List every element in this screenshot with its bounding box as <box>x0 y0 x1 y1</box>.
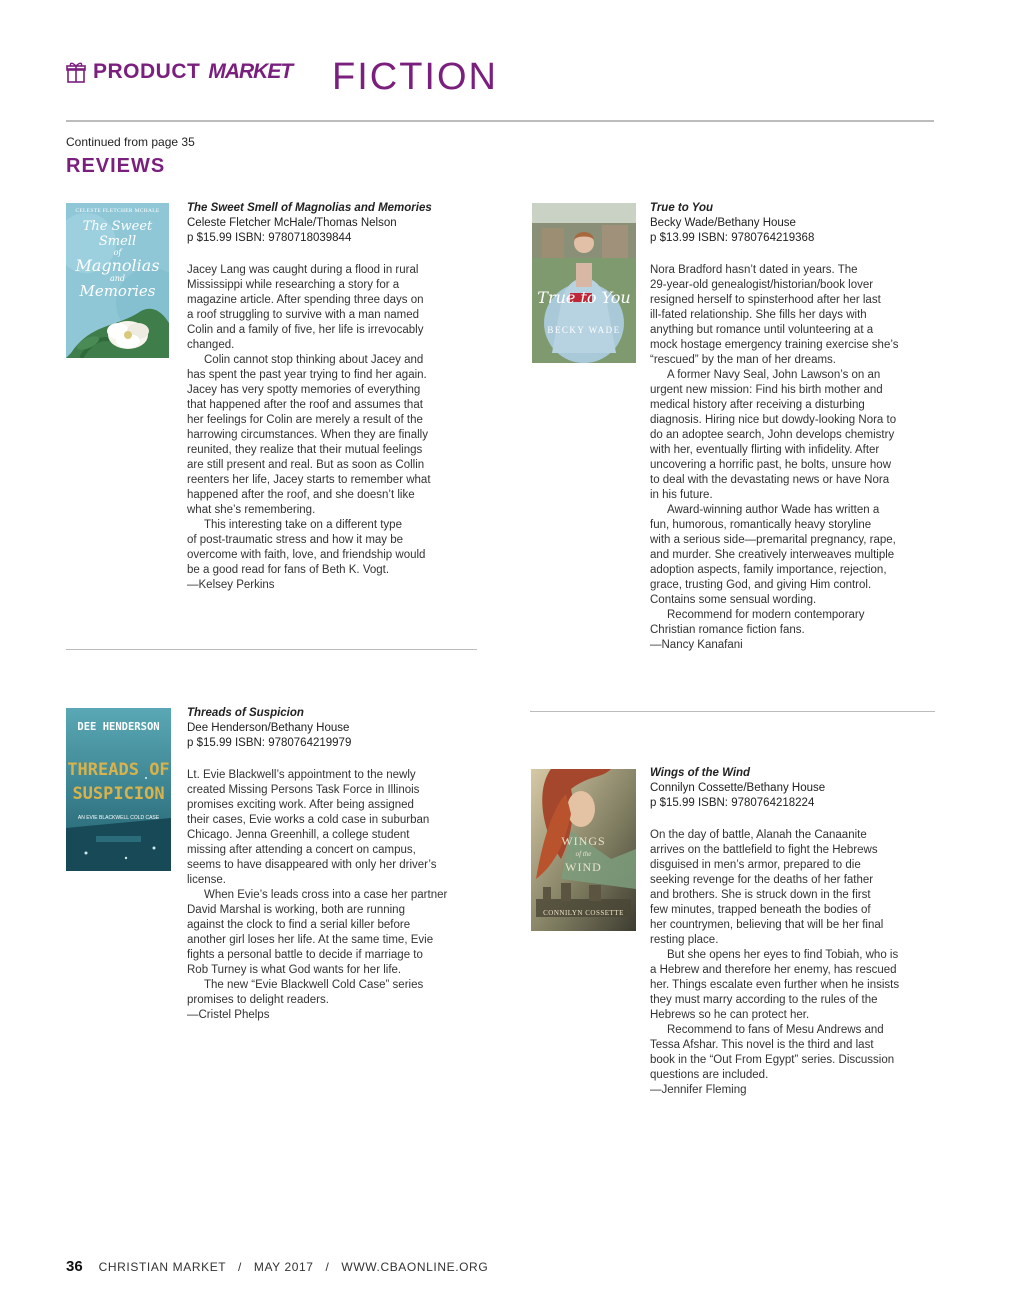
brand-product: PRODUCT <box>93 60 201 83</box>
review-body-wings <box>650 828 899 1098</box>
book-title: True to You <box>650 202 714 214</box>
review-line: 29-year-old genealogist/historian/book lover <box>650 279 874 291</box>
review-line: seems to have disappeared with only her driver’s <box>187 859 437 871</box>
cover-title: WINGS of the WIND <box>561 834 606 874</box>
review-line: they must marry according to the rules of the <box>650 994 878 1006</box>
review-line: disguised in men’s armor, prepared to die <box>650 859 861 871</box>
review-line: Rob Turney is what God wants for her life. <box>187 964 402 976</box>
review-line: fights a personal battle to decide if marriage to <box>187 949 423 961</box>
review-line: that happened after the roof and assumes that <box>187 399 423 411</box>
gift-icon <box>66 61 86 83</box>
section-title: FICTION <box>332 56 498 98</box>
review-line: a roof struggling to survive with a man named <box>187 309 420 321</box>
review-body-magnolias <box>187 263 431 593</box>
magazine-name: CHRISTIAN MARKET <box>98 1260 227 1274</box>
review-line: medical history after receiving a disturbing <box>650 399 865 411</box>
review-line: Chicago. Jenna Greenhill, a college student <box>187 829 410 841</box>
review-line: missing after attending a concert on campus, <box>187 844 416 856</box>
review-line: anything but romance until volunteering at a <box>650 324 874 336</box>
review-line: fun, humorous, romantically heavy storyline <box>650 519 872 531</box>
footer-separator: / <box>237 1260 242 1274</box>
review-line: another girl loses her life. At the same time, Evie <box>187 934 434 946</box>
page-number: 36 <box>66 1258 83 1275</box>
review-line: magazine article. After spending three days on <box>187 294 424 306</box>
book-cover-threads-of-suspicion <box>66 708 171 871</box>
review-line: be a good read for fans of Beth K. Vogt. <box>187 564 390 576</box>
review-line: But she opens her eyes to find Tobiah, who is <box>667 949 899 961</box>
review-line: overcome with faith, love, and friendship would <box>187 549 426 561</box>
review-line: to deal with the devastating news or have Nora <box>650 474 890 486</box>
review-meta-true-to-you <box>650 201 814 246</box>
review-line: and brothers. She is struck down in the first <box>650 889 871 901</box>
review-divider <box>530 711 935 712</box>
author-publisher: Becky Wade/Bethany House <box>650 217 796 229</box>
review-line: with a serious side—premarital pregnancy, rape, <box>650 534 896 546</box>
review-line: On the day of battle, Alanah the Canaanite <box>650 829 867 841</box>
review-line: what she’s remembering. <box>187 504 316 516</box>
cover-author: CONNILYN COSSETTE <box>543 909 624 917</box>
review-line: diagnosis. Hiring nice but dowdy-looking Nora to <box>650 414 897 426</box>
cover-title: THREADS OF SUSPICION <box>67 760 170 804</box>
brand-market: MARKET <box>208 60 293 83</box>
brand-logo <box>66 60 292 84</box>
review-line: questions are included. <box>650 1069 769 1081</box>
review-line: book in the “Out From Egypt” series. Discussion <box>650 1054 895 1066</box>
cover-author: DEE HENDERSON <box>77 721 160 733</box>
review-line: few minutes, trapped beneath the bodies of <box>650 904 871 916</box>
continued-note: Continued from page 35 <box>66 135 195 149</box>
review-line: harrowing circumstances. When they are finally <box>187 429 428 441</box>
reviewer-name: —Nancy Kanafani <box>650 639 743 651</box>
review-line: Colin cannot stop thinking about Jacey and <box>204 354 424 366</box>
review-line: has spent the past year trying to find her again. <box>187 369 427 381</box>
review-line: Colin and a family of five, her life is irrevocably <box>187 324 424 336</box>
review-line: Christian romance fiction fans. <box>650 624 805 636</box>
reviewer-name: —Jennifer Fleming <box>650 1084 747 1096</box>
review-line: promises exciting work. After being assigned <box>187 799 414 811</box>
header-divider <box>66 120 934 122</box>
cover-script-title: The Sweet Smell of Magnolias and Memories <box>75 219 160 300</box>
review-line: Recommend for modern contemporary <box>667 609 865 621</box>
book-title: Threads of Suspicion <box>187 707 304 719</box>
reviewer-name: —Kelsey Perkins <box>187 579 275 591</box>
review-line: arrives on the battlefield to fight the Hebrews <box>650 844 878 856</box>
review-line: When Evie’s leads cross into a case her partner <box>204 889 448 901</box>
review-line: Jacey Lang was caught during a flood in rural <box>187 264 419 276</box>
book-title: The Sweet Smell of Magnolias and Memories <box>187 202 432 214</box>
author-publisher: Connilyn Cossette/Bethany House <box>650 782 826 794</box>
review-line: The new “Evie Blackwell Cold Case” series <box>204 979 424 991</box>
review-line: urgent new mission: Find his birth mother and <box>650 384 883 396</box>
book-cover-true-to-you <box>532 203 636 363</box>
review-line: reenters her life, Jacey starts to remember what <box>187 474 431 486</box>
review-line: against the clock to find a serial killer before <box>187 919 411 931</box>
book-cover-wings-of-the-wind <box>531 769 636 931</box>
review-line: her feelings for Colin are merely a result of the <box>187 414 423 426</box>
price-isbn: p $15.99 ISBN: 9780718039844 <box>187 232 352 244</box>
review-line: Hebrews so he can protect her. <box>650 1009 810 1021</box>
cover-top-text: CELESTE FLETCHER MCHALE <box>75 208 160 214</box>
review-meta-threads <box>187 706 351 751</box>
reviews-heading: REVIEWS <box>66 155 166 177</box>
review-line: Award-winning author Wade has written a <box>667 504 880 516</box>
review-line: license. <box>187 874 226 886</box>
review-line: their cases, Evie works a cold case in suburban <box>187 814 430 826</box>
review-line: resigned herself to spinsterhood after her last <box>650 294 881 306</box>
review-line: adoption aspects, family importance, rejection, <box>650 564 887 576</box>
review-line: David Marshal is working, both are running <box>187 904 405 916</box>
website-link[interactable]: WWW.CBAONLINE.ORG <box>341 1260 489 1274</box>
review-body-true-to-you <box>650 263 898 653</box>
cover-series: AN EVIE BLACKWELL COLD CASE <box>77 815 160 821</box>
review-line: ill-fated relationship. She fills her days with <box>650 309 867 321</box>
review-line: changed. <box>187 339 235 351</box>
review-line: Jacey has very spotty memories of everything <box>187 384 421 396</box>
review-line: resting place. <box>650 934 719 946</box>
book-cover-magnolias <box>66 203 169 358</box>
review-line: Tessa Afshar. This novel is the third and last <box>650 1039 874 1051</box>
footer-separator: / <box>325 1260 330 1274</box>
review-line: “rescued” by the man of her dreams. <box>650 354 836 366</box>
review-line: happened after the roof, and she doesn’t like <box>187 489 415 501</box>
book-title: Wings of the Wind <box>650 767 751 779</box>
review-line: reunited, they realize that their mutual feelings <box>187 444 423 456</box>
review-line: her countrymen, believing that will be her final <box>650 919 884 931</box>
review-line: in his future. <box>650 489 713 501</box>
price-isbn: p $15.99 ISBN: 9780764218224 <box>650 797 815 809</box>
review-line: do an adoptee search, John develops chemistry <box>650 429 895 441</box>
review-line: Recommend to fans of Mesu Andrews and <box>667 1024 884 1036</box>
review-line: of post-traumatic stress and how it may be <box>187 534 404 546</box>
review-line: Nora Bradford hasn’t dated in years. The <box>650 264 858 276</box>
review-line: created Missing Persons Task Force in Illinois <box>187 784 420 796</box>
price-isbn: p $15.99 ISBN: 9780764219979 <box>187 737 352 749</box>
review-body-threads <box>187 768 447 1023</box>
review-line: seeking revenge for the deaths of her father <box>650 874 874 886</box>
review-line: her. Things escalate even further when he insists <box>650 979 900 991</box>
review-line: A former Navy Seal, John Lawson’s on an <box>667 369 881 381</box>
cover-script-title: True to You <box>537 288 631 307</box>
author-publisher: Dee Henderson/Bethany House <box>187 722 350 734</box>
issue-date: MAY 2017 <box>253 1260 314 1274</box>
review-line: are still present and real. But as soon as Collin <box>187 459 425 471</box>
review-divider <box>66 649 477 650</box>
review-line: Lt. Evie Blackwell’s appointment to the newly <box>187 769 416 781</box>
review-line: Mississippi while researching a story for a <box>187 279 400 291</box>
review-line: Contains some sensual wording. <box>650 594 817 606</box>
price-isbn: p $13.99 ISBN: 9780764219368 <box>650 232 815 244</box>
review-line: with her, eventually flirting with infidelity. After <box>650 444 880 456</box>
review-line: uncovering a horrific past, he bolts, unsure how <box>650 459 891 471</box>
review-line: mock hostage emergency training exercise she’s <box>650 339 899 351</box>
review-meta-magnolias <box>187 201 432 246</box>
page-footer <box>66 1258 488 1275</box>
author-publisher: Celeste Fletcher McHale/Thomas Nelson <box>187 217 397 229</box>
review-meta-wings <box>650 766 825 811</box>
cover-author: BECKY WADE <box>547 325 621 335</box>
review-line: and murder. She creatively interweaves multiple <box>650 549 895 561</box>
review-line: a Hebrew and therefore her enemy, has rescued <box>650 964 897 976</box>
reviewer-name: —Cristel Phelps <box>187 1009 270 1021</box>
review-line: promises to delight readers. <box>187 994 329 1006</box>
review-line: This interesting take on a different type <box>204 519 402 531</box>
review-line: grace, trusting God, and giving Him control. <box>650 579 872 591</box>
